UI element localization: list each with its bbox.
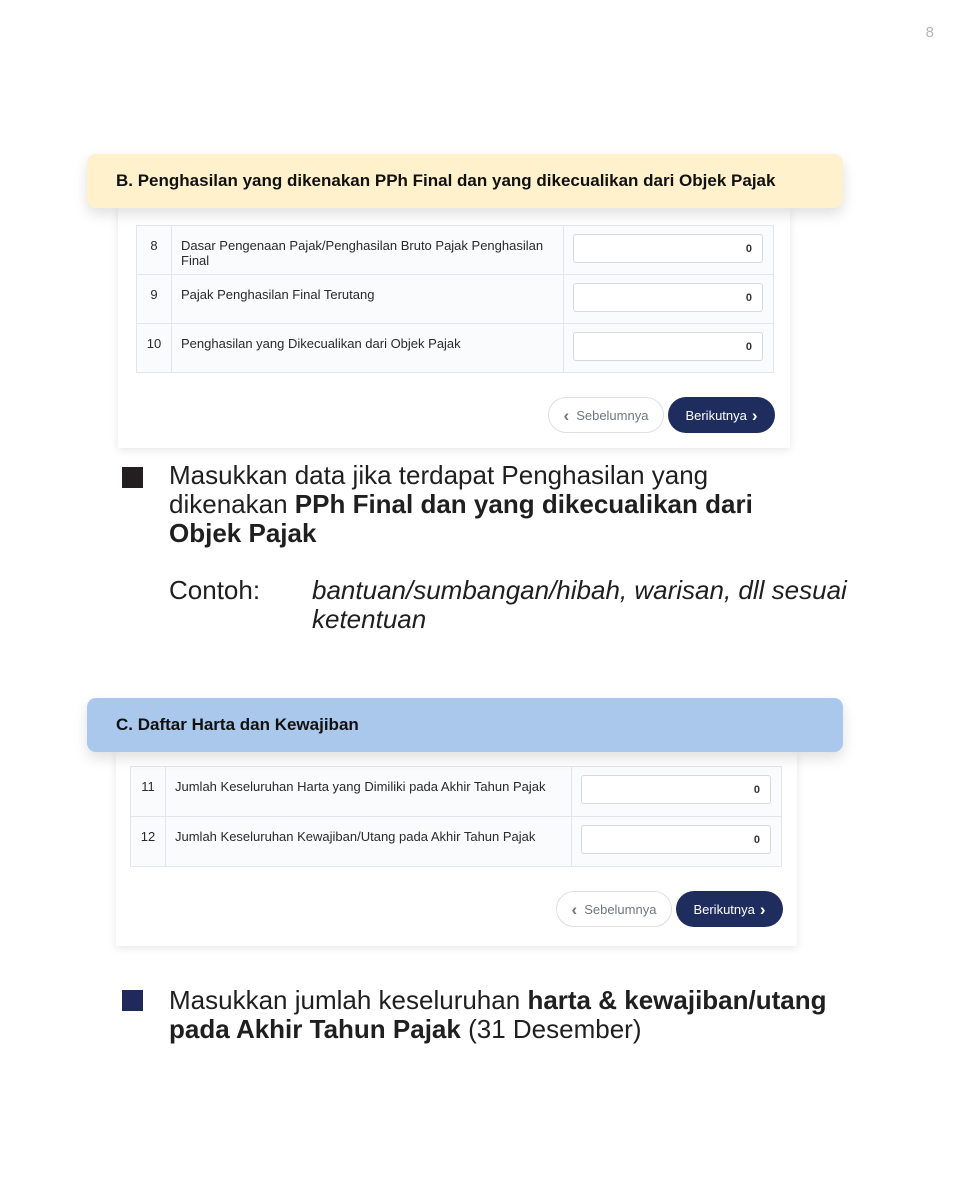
input-cell [564,226,774,275]
table-row [131,767,782,817]
section-b-header [87,154,843,208]
bullet-square [122,467,143,488]
dasar-pengenaan-pajak-input[interactable] [573,234,763,263]
row-label: Jumlah Keseluruhan Harta yang Dimiliki pada Akhir Tahun Pajak [166,767,572,817]
example-text: bantuan/sumbangan/hibah, warisan, dll sesuai ketentuan [312,575,847,634]
input-cell [572,767,782,817]
instruction-emphasis: harta & kewajiban/utang pada Akhir Tahun Pajak [169,985,827,1044]
section-b-form [118,208,790,448]
row-label: Dasar Pengenaan Pajak/Penghasilan Bruto Pajak Penghasilan Final [172,226,564,275]
table-row [137,226,774,275]
chevron-right-icon: › [759,899,766,919]
penghasilan-dikecualikan-input[interactable] [573,332,763,361]
bullet-square [122,990,143,1011]
section-c-header [87,698,843,752]
instruction-date-note: (31 Desember) [468,1014,642,1044]
row-number: 10 [137,324,172,373]
chevron-left-icon: ‹ [571,899,578,919]
previous-button[interactable] [548,397,664,433]
jumlah-kewajiban-input[interactable] [581,825,771,854]
next-button[interactable] [668,397,775,433]
next-button-label: Berikutnya [685,407,747,423]
row-label: Pajak Penghasilan Final Terutang [172,275,564,324]
input-cell [564,275,774,324]
previous-button-label: Sebelumnya [576,407,649,423]
row-number: 8 [137,226,172,275]
chevron-right-icon: › [751,405,758,425]
instruction-emphasis: PPh Final dan yang dikecualikan dari Objek Pajak [169,489,753,548]
previous-button[interactable] [556,891,672,927]
input-cell [564,324,774,373]
row-label: Penghasilan yang Dikecualikan dari Objek Pajak [172,324,564,373]
table-row [137,324,774,373]
row-number: 12 [131,817,166,867]
chevron-left-icon: ‹ [563,405,570,425]
instruction-text: Masukkan data jika terdapat Penghasilan yang dikenakan [169,460,709,519]
next-button[interactable] [676,891,783,927]
table-row [131,817,782,867]
input-cell [572,817,782,867]
section-b-nav [548,397,775,433]
section-c-instruction [169,986,889,1044]
instruction-text: Masukkan jumlah keseluruhan [169,985,521,1015]
jumlah-harta-input[interactable] [581,775,771,804]
section-c-nav [556,891,783,927]
section-b-title: B. Penghasilan yang dikenakan PPh Final dan yang dikecualikan dari Objek Pajak [116,171,776,190]
section-c-table [130,766,782,867]
table-row [137,275,774,324]
row-label: Jumlah Keseluruhan Kewajiban/Utang pada Akhir Tahun Pajak [166,817,572,867]
row-number: 9 [137,275,172,324]
section-c-form [116,752,797,946]
next-button-label: Berikutnya [693,901,755,917]
row-number: 11 [131,767,166,817]
example-label: Contoh: [169,575,261,605]
section-b-instruction [169,461,829,548]
page-number: 8 [925,24,934,41]
pph-final-terutang-input[interactable] [573,283,763,312]
previous-button-label: Sebelumnya [584,901,657,917]
section-b-table [136,225,774,373]
section-c-title: C. Daftar Harta dan Kewajiban [116,715,359,734]
